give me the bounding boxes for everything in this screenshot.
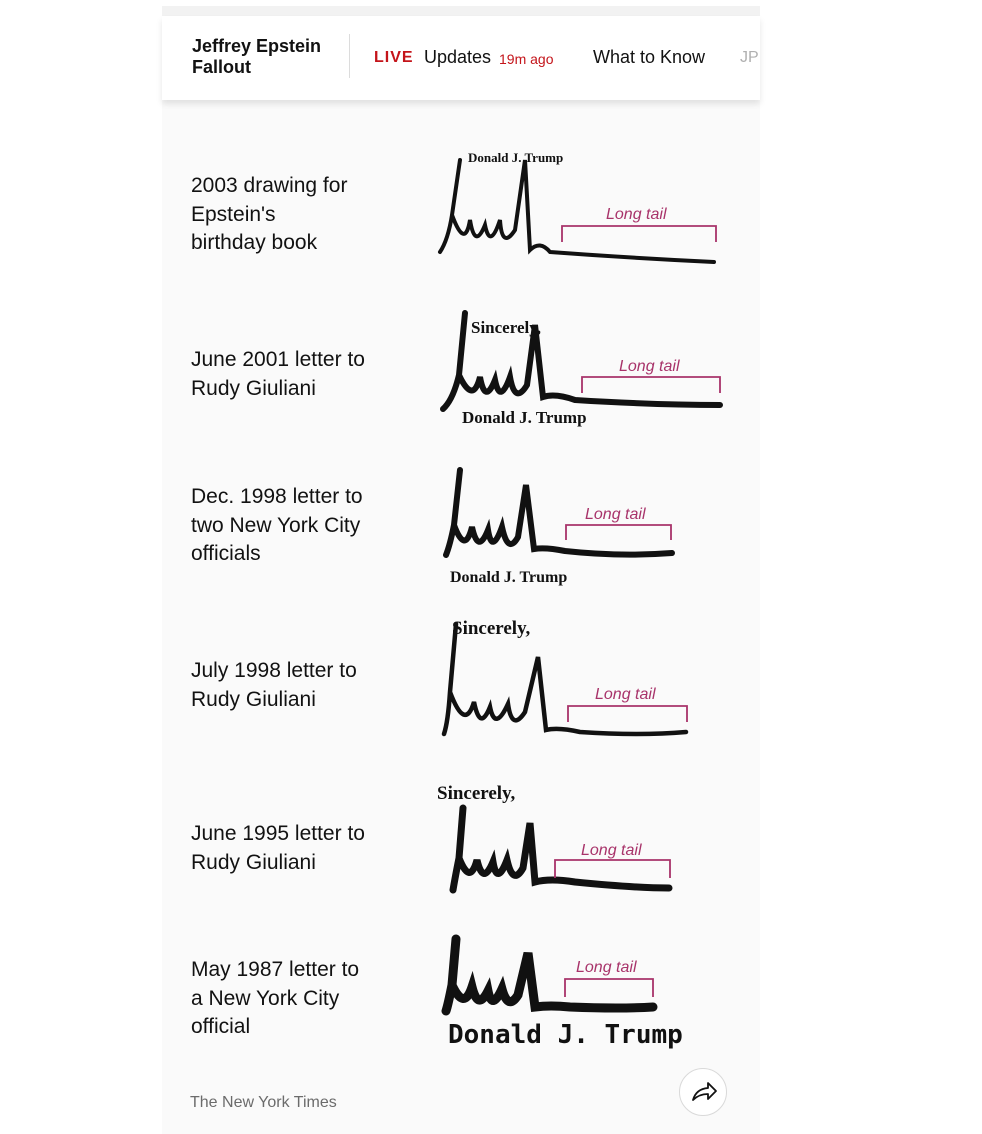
row-label-1998-dec: Dec. 1998 letter to two New York City officials bbox=[191, 485, 363, 565]
live-updates-header bbox=[162, 16, 760, 100]
closing-text: Sincerely, bbox=[452, 618, 531, 639]
share-arrow-icon bbox=[680, 1069, 728, 1117]
row-label-1987: May 1987 letter to a New York City official bbox=[191, 958, 360, 1038]
tail-label: Long tail bbox=[619, 358, 680, 375]
tail-label: Long tail bbox=[606, 206, 667, 223]
signature-2001 bbox=[435, 305, 735, 440]
row-label-1998-jul: July 1998 letter to Rudy Giuliani bbox=[191, 659, 357, 711]
share-button[interactable] bbox=[679, 1068, 727, 1116]
row-label-1995: June 1995 letter to Rudy Giuliani bbox=[191, 822, 365, 874]
signature-1987 bbox=[440, 935, 710, 1060]
signature-1998-dec bbox=[440, 465, 700, 595]
header-divider bbox=[349, 34, 350, 78]
row-label-2003: 2003 drawing for Epstein's birthday book bbox=[191, 174, 348, 254]
tail-label: Long tail bbox=[581, 842, 642, 859]
printed-name: Donald J. Trump bbox=[450, 569, 568, 586]
closing-text: Sincerely, bbox=[437, 783, 516, 804]
tail-label: Long tail bbox=[595, 686, 656, 703]
live-badge[interactable]: LIVE bbox=[374, 49, 414, 66]
printed-name: Donald J. Trump bbox=[468, 150, 564, 165]
signature-1995 bbox=[435, 778, 695, 908]
printed-name: Donald J. Trump bbox=[448, 1020, 683, 1050]
closing-text: Sincerely, bbox=[471, 318, 542, 337]
nav-next-item[interactable]: JP bbox=[740, 49, 759, 66]
tail-label: Long tail bbox=[585, 506, 646, 523]
source-credit: The New York Times bbox=[190, 1094, 337, 1111]
signature-2003 bbox=[430, 140, 730, 280]
signature-1998-jul bbox=[440, 612, 700, 757]
nav-what-to-know[interactable]: What to Know bbox=[593, 47, 706, 67]
timestamp: 19m ago bbox=[499, 51, 554, 67]
row-label-2001: June 2001 letter to Rudy Giuliani bbox=[191, 348, 365, 400]
updates-link[interactable]: Updates bbox=[424, 47, 492, 67]
printed-name: Donald J. Trump bbox=[462, 408, 587, 427]
section-brand[interactable]: Jeffrey Epstein Fallout bbox=[192, 36, 322, 77]
tail-label: Long tail bbox=[576, 959, 637, 976]
